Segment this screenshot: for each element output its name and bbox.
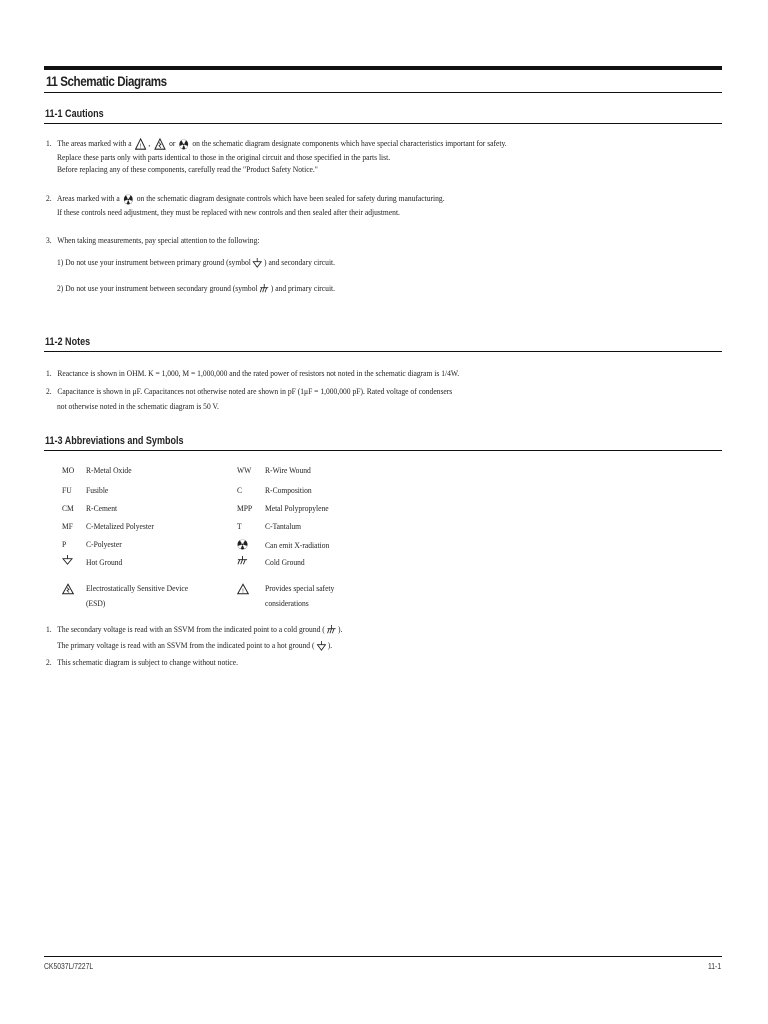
section-cautions-header — [44, 106, 722, 124]
esd-triangle-icon — [62, 583, 74, 595]
cautions-heading: 11-1 Cautions — [45, 108, 104, 120]
page-title-bar — [44, 66, 722, 89]
notes-heading: 11-2 Notes — [45, 336, 91, 348]
note-1-number: 1. — [46, 368, 52, 378]
abbr-desc: Electrostatically Sensitive Device — [86, 583, 189, 593]
abbr-code: FU — [62, 485, 72, 495]
sub-2-text-a: 2) Do not use your instrument between secondary ground (symbol — [57, 283, 258, 293]
footnote-2-number: 2. — [46, 657, 52, 667]
caution-1-text-c: or — [169, 138, 176, 148]
abbr-code: CM — [62, 503, 74, 513]
footnote-1-line-2-text-a: The primary voltage is read with an SSVM from the indicated point to a hot ground ( — [57, 640, 315, 650]
caution-3-sub-2 — [57, 283, 335, 295]
safety-triangle-icon — [135, 138, 146, 150]
abbr-desc: (ESD) — [86, 598, 106, 608]
hot-ground-icon — [253, 258, 263, 269]
abbr-desc: Hot Ground — [86, 557, 123, 567]
caution-1 — [46, 138, 507, 150]
abbreviations-heading: 11-3 Abbreviations and Symbols — [45, 435, 184, 447]
note-2-number: 2. — [46, 386, 52, 396]
caution-1-text-a: The areas marked with a — [57, 138, 132, 148]
footer-model: CK5037L/7227L — [44, 962, 94, 971]
abbr-desc: R-Cement — [86, 503, 118, 513]
note-2-text: Capacitance is shown in μF. Capacitances not otherwise noted are shown in pF (1μF = 1,000,000 pF). Rated voltage of condensers — [57, 386, 453, 396]
cold-ground-icon — [327, 625, 337, 636]
caution-1-number: 1. — [46, 138, 52, 148]
sub-1-text-a: 1) Do not use your instrument between primary ground (symbol — [57, 257, 251, 267]
abbr-desc: considerations — [265, 598, 309, 608]
caution-2 — [46, 193, 445, 205]
abbr-desc: Cold Ground — [265, 557, 305, 567]
footnote-2-text: This schematic diagram is subject to change without notice. — [57, 657, 239, 667]
caution-1-line-2: Replace these parts only with parts identical to those in the original circuit and those specified in the parts list. — [57, 152, 391, 162]
abbr-desc: C-Polyester — [86, 539, 122, 549]
abbr-code: MF — [62, 521, 73, 531]
footer-page-number: 11-1 — [708, 962, 722, 971]
abbr-desc: R-Metal Oxide — [86, 465, 132, 475]
footnote-1-text-a: The secondary voltage is read with an SSVM from the indicated point to a cold ground ( — [57, 624, 325, 634]
x-radiation-icon — [237, 539, 248, 550]
abbr-code: WW — [237, 465, 252, 475]
section-notes-header — [44, 334, 722, 352]
caution-1-line-3: Before replacing any of these components, carefully read the "Product Safety Notice." — [57, 164, 318, 174]
abbr-code: MO — [62, 465, 75, 475]
footnote-1-line-2 — [57, 640, 332, 652]
abbr-desc: R-Composition — [265, 485, 312, 495]
abbr-desc: Metal Polypropylene — [265, 503, 329, 513]
hot-ground-icon — [62, 555, 73, 566]
caution-2-text-a: Areas marked with a — [56, 193, 120, 203]
cold-ground-icon — [237, 556, 248, 567]
caution-3-number: 3. — [46, 235, 52, 245]
footnote-1-line-2-text-b: ). — [327, 640, 333, 650]
footer-rule — [44, 956, 722, 957]
cold-ground-icon — [259, 284, 269, 295]
note-1-text: Reactance is shown in OHM. K = 1,000, M = 1,000,000 and the rated power of resistors not noted in the schematic diagram is 1/4W. — [57, 368, 460, 378]
x-radiation-icon — [123, 194, 133, 205]
esd-triangle-icon — [154, 138, 165, 150]
title-underline — [44, 92, 722, 93]
footnote-2 — [46, 657, 238, 667]
footnote-1-number: 1. — [46, 624, 52, 634]
note-2 — [46, 386, 452, 396]
caution-3-text: When taking measurements, pay special attention to the following: — [57, 235, 260, 245]
page-title: 11 Schematic Diagrams — [46, 74, 167, 89]
caution-1-text-d: on the schematic diagram designate components which have special characteristics important for safety. — [192, 138, 507, 148]
abbr-code: P — [62, 539, 67, 549]
abbr-desc: R-Wire Wound — [265, 465, 311, 475]
note-2-line-2: not otherwise noted in the schematic diagram is 50 V. — [57, 401, 219, 411]
abbr-desc: C-Metalized Polyester — [86, 521, 154, 531]
abbr-desc: Provides special safety — [265, 583, 335, 593]
note-1 — [46, 368, 459, 378]
safety-triangle-icon — [237, 583, 249, 595]
caution-1-text-b: , — [148, 138, 151, 148]
abbr-desc: C-Tantalum — [265, 521, 302, 531]
abbr-desc: Can emit X-radiation — [265, 540, 330, 550]
caution-3-sub-1 — [57, 257, 335, 269]
caution-3 — [46, 235, 259, 245]
hot-ground-icon — [316, 641, 326, 652]
footnote-1 — [46, 624, 342, 636]
sub-2-text-b: ) and primary circuit. — [270, 283, 336, 293]
caution-2-number: 2. — [46, 193, 52, 203]
sub-1-text-b: ) and secondary circuit. — [264, 257, 336, 267]
abbr-code: T — [237, 521, 242, 531]
section-abbreviations-header — [44, 433, 722, 451]
abbr-desc: Fusible — [86, 485, 109, 495]
x-radiation-icon — [179, 139, 189, 150]
caution-2-text-b: on the schematic diagram designate controls which have been sealed for safety during manufacturing. — [136, 193, 445, 203]
footnote-1-text-b: ). — [337, 624, 343, 634]
caution-2-line-2: If these controls need adjustment, they must be replaced with new controls and then sealed after their adjustment. — [57, 207, 400, 217]
abbr-code: C — [237, 485, 243, 495]
abbr-code: MPP — [237, 503, 253, 513]
